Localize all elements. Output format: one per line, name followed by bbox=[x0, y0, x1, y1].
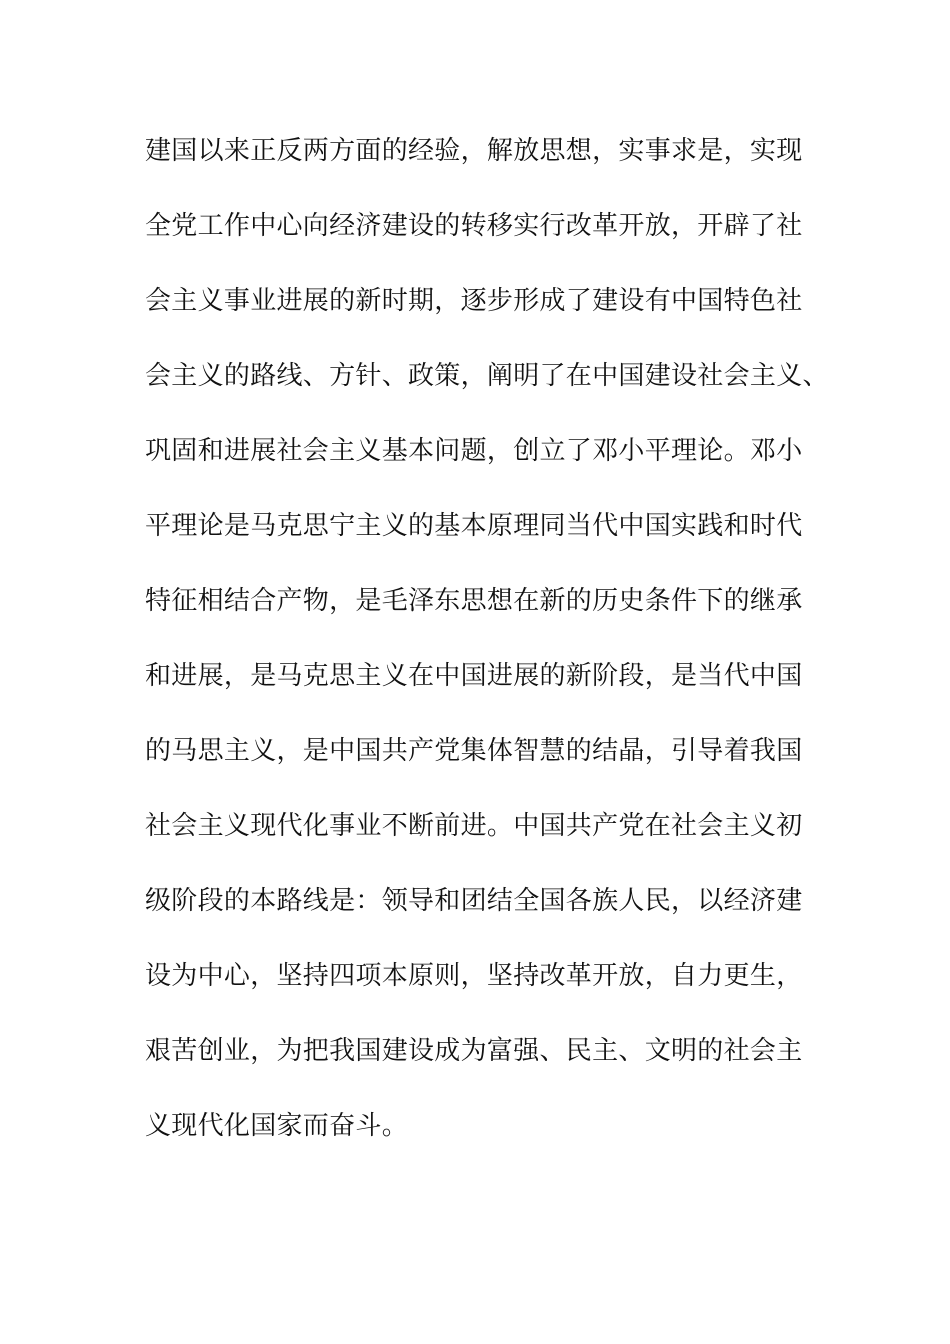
text-line-1: 建国以来正反两方面的经验，解放思想，实事求是，实现 bbox=[145, 136, 803, 166]
text-line-11: 级阶段的本路线是：领导和团结全国各族人民，以经济建 bbox=[145, 886, 803, 916]
text-line-10: 社会主义现代化事业不断前进。中国共产党在社会主义初 bbox=[145, 811, 803, 841]
body-paragraph bbox=[145, 128, 829, 1178]
text-line-4: 会主义的路线、方针、政策，阐明了在中国建设社会主义、 bbox=[145, 361, 829, 391]
text-line-12: 设为中心，坚持四项本原则，坚持改革开放，自力更生， bbox=[145, 961, 803, 991]
text-line-13: 艰苦创业，为把我国建设成为富强、民主、文明的社会主 bbox=[145, 1036, 803, 1066]
text-line-14: 义现代化国家而奋斗。 bbox=[145, 1111, 409, 1141]
text-line-3: 会主义事业进展的新时期，逐步形成了建设有中国特色社 bbox=[145, 286, 803, 316]
text-line-6: 平理论是马克思宁主义的基本原理同当代中国实践和时代 bbox=[145, 511, 803, 541]
text-line-2: 全党工作中心向经济建设的转移实行改革开放，开辟了社 bbox=[145, 211, 803, 241]
text-line-5: 巩固和进展社会主义基本问题，创立了邓小平理论。邓小 bbox=[145, 436, 803, 466]
text-line-7: 特征相结合产物，是毛泽东思想在新的历史条件下的继承 bbox=[145, 586, 803, 616]
text-line-9: 的马思主义，是中国共产党集体智慧的结晶，引导着我国 bbox=[145, 736, 803, 766]
text-line-8: 和进展，是马克思主义在中国进展的新阶段，是当代中国 bbox=[145, 661, 803, 691]
